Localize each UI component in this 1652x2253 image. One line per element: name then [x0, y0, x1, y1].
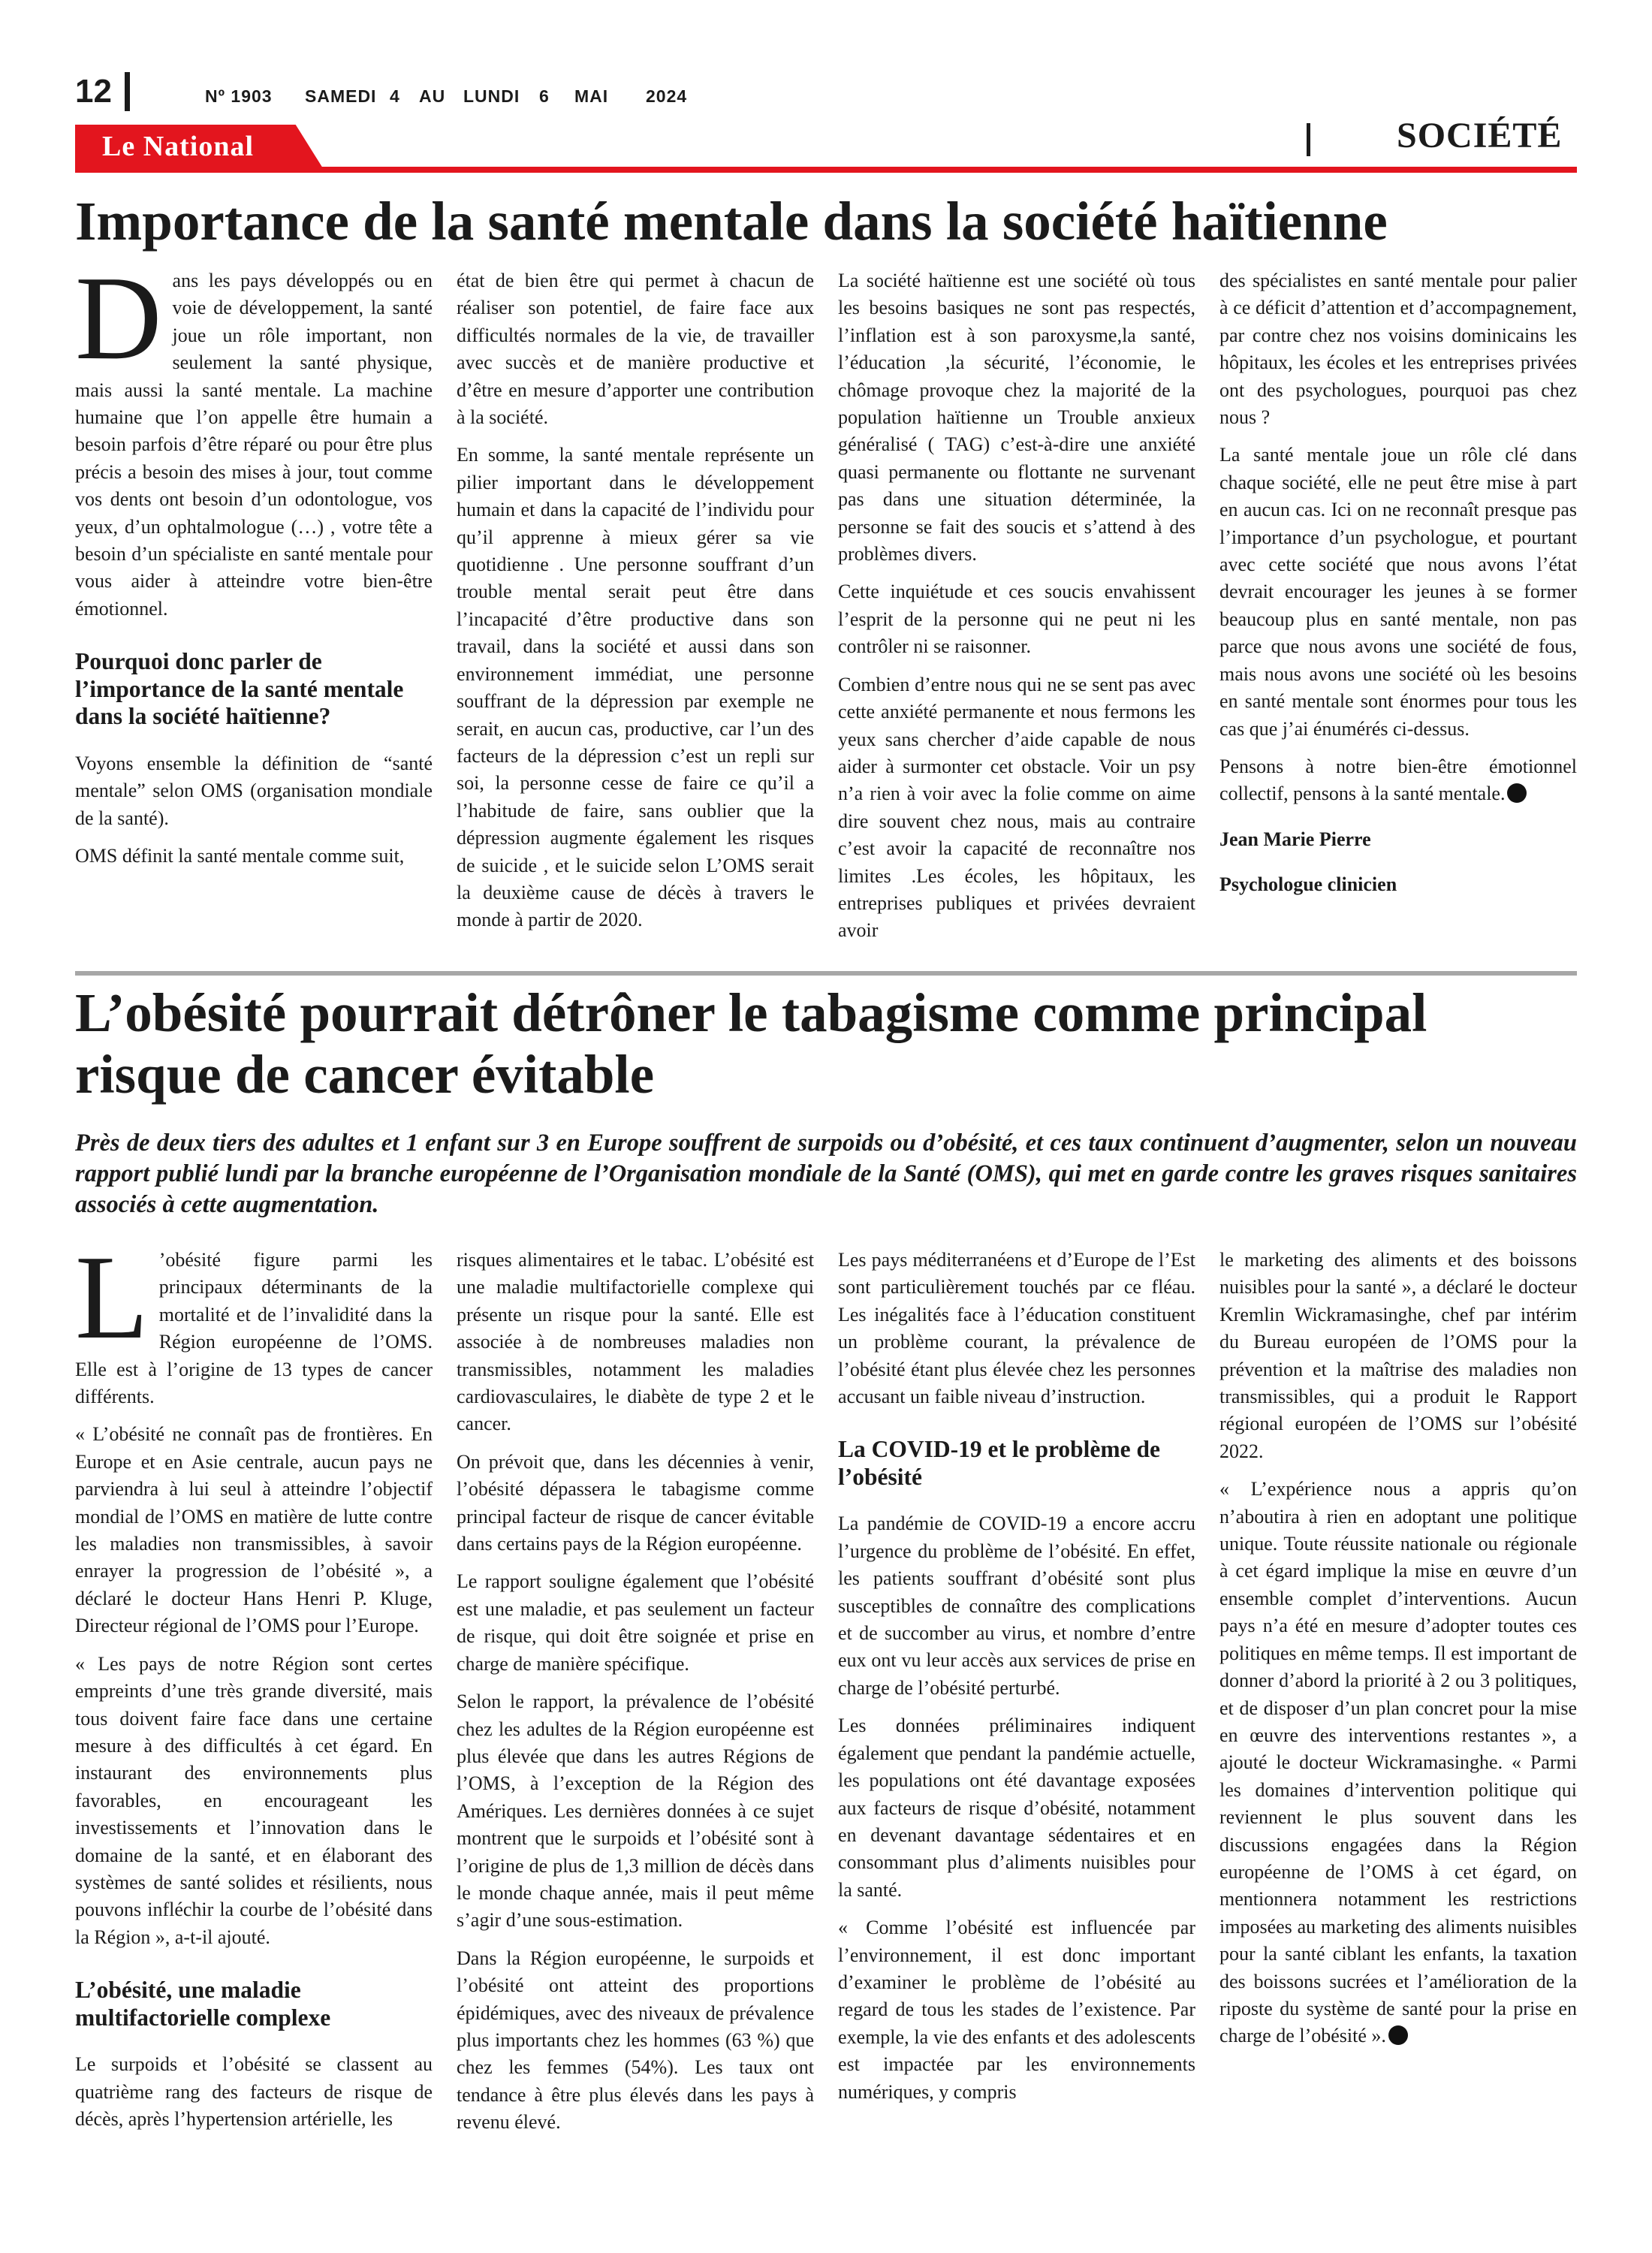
paragraph [838, 267, 1195, 568]
section-label: SOCIÉTÉ [1397, 116, 1563, 155]
dropcap-letter: D [75, 251, 162, 385]
paragraph-text: Cette inquiétude et ces soucis envahissent l’esprit de la personne qui ne peut ni les contrôler ni se raisonner. [838, 581, 1195, 658]
paragraph-text: OMS définit la santé mentale comme suit, [75, 845, 405, 867]
paragraph [838, 1712, 1195, 1904]
paragraph [457, 1568, 814, 1678]
paragraph [457, 1688, 814, 1935]
paragraph [838, 671, 1195, 945]
date-month: MAI [574, 86, 609, 106]
end-of-article-icon [1507, 783, 1527, 803]
article2-column-4 [1219, 1247, 1577, 2050]
paragraph-text: Les pays méditerranéens et d’Europe de l’Est sont particulièrement touchés par ce fléau. Les inégalités face à l’éducation constituent un problème courant, la prévalence de l’obésité étant plus élevée chez les personnes accusant un faible niveau d’instruction. [838, 1249, 1195, 1408]
brand-name: Le National [102, 131, 255, 162]
paragraph-text: des spécialistes en santé mentale pour palier à ce déficit d’attention et d’accompagnement, par contre chez nos voisins dominicains les hôpitaux, les écoles et les entreprises privées ont des psychologues, pourquoi pas chez nous ? [1219, 270, 1577, 429]
paragraph-text: Les données préliminaires indiquent également que pendant la pandémie actuelle, les populations ont été davantage exposées aux facteurs de risque d’obésité, notamment en devenant davantage sédentaires et en consommant plus d’aliments nuisibles pour la santé. [838, 1715, 1195, 1901]
paragraph [457, 442, 814, 933]
paragraph-text: La société haïtienne est une société où tous les besoins basiques ne sont pas respectés, l’inflation est à son paroxysme,la santé, l’éducation ,la sécurité, l’économie, le chômage provoque chez la majorité de la population haïtienne un Trouble anxieux généralisé ( TAG) c’est-à-dire une anxiété quasi permanente ou flottante ne survenant pas dans une situation déterminée, la personne se fait des soucis et s’attend à des problèmes divers. [838, 270, 1195, 566]
date-day-end: LUNDI [463, 86, 520, 106]
paragraph-text: Selon le rapport, la prévalence de l’obésité chez les adultes de la Région européenne est plus élevée que dans les autres Régions de l’OMS, à l’exception de la Région des Amériques. Les dernières données à ce sujet montrent que le surpoids et l’obésité sont à l’origine de plus de 1,3 million de décès dans le monde chaque année, mais il peut même s’agir d’une sous-estimation. [457, 1691, 814, 1932]
paragraph [75, 843, 433, 870]
article2-title: L’obésité pourrait détrôner le tabagisme comme principal risque de cancer évitable [75, 982, 1427, 1105]
article1-column-3 [838, 267, 1195, 945]
date-year: 2024 [646, 86, 688, 106]
paragraph [457, 1247, 814, 1438]
article1-column-2 [457, 267, 814, 934]
paragraph [75, 251, 433, 623]
author-name [1219, 826, 1577, 853]
article1-column-4 [1219, 267, 1577, 899]
paragraph-text: Combien d’entre nous qui ne se sent pas avec cette anxiété permanente et nous fermons les yeux sans chercher d’aide capable de nous aider à surmonter cet obstacle. Voir un psy n’a rien à voir avec la folie comme on aime dire souvent chez nous, mais au contraire c’est avoir la capacité de reconnaître nos limites .Les écoles, les hôpitaux, les entreprises publiques et privées devraient avoir [838, 673, 1195, 942]
subheading [838, 1436, 1195, 1491]
paragraph [838, 1510, 1195, 1702]
paragraph-text: risques alimentaires et le tabac. L’obésité est une maladie multifactorielle complexe qui présente un risque pour la santé. Elle est associée à de nombreuses maladies non transmissibles, notamment les maladies cardiovasculaires, le diabète de type 2 et le cancer. [457, 1249, 814, 1435]
paragraph-text: La COVID-19 et le problème de l’obésité [838, 1436, 1160, 1490]
paragraph-text: Pensons à notre bien-être émotionnel collectif, pensons à la santé mentale. [1219, 755, 1577, 805]
paragraph [75, 2051, 433, 2133]
paragraph-text: « L’expérience nous a appris qu’on n’aboutira à rien en adoptant une politique unique. Toute réussite nationale ou régionale à cet égard implique la mise en œuvre d’un ensemble complet d’interventions. Aucun pays n’a été en mesure d’adopter toutes ces politiques en même temps. Il est important de donner d’abord la priorité à 2 ou 3 politiques, et de disposer d’un plan concret pour la mise en œuvre des interventions restantes », a ajouté le docteur Wickramasinghe. « Parmi les domaines d’intervention politique qui reviennent le plus souvent dans les discussions engagées dans la Région européenne de l’OMS à cet égard, on mentionnera notamment les restrictions imposées au marketing des aliments nuisibles pour la santé ciblant les enfants, la taxation des boissons sucrées et l’amélioration de la riposte du système de santé pour la prise en charge de l’obésité ». [1219, 1478, 1577, 2047]
end-of-article-icon [1388, 2025, 1408, 2045]
paragraph-text: La santé mentale joue un rôle clé dans chaque société, elle ne peut être mise à part en aucun cas. Ici on ne reconnaît presque pas l’importance d’un psychologue, et pourtant avec cette société que nous avons l’état devrait encourager les jeunes à se former beaucoup plus en santé mentale, non pas parce que nous avons une société de fous, mais nous avons une société où les besoins en santé mentale sont énormes pour tous les cas que j’ai énumérés ci-dessus. [1219, 444, 1577, 740]
issue-number: Nº 1903 [205, 86, 273, 106]
dropcap-letter: L [75, 1230, 149, 1364]
paragraph-text: L’obésité, une maladie multifactorielle complexe [75, 1977, 331, 2031]
paragraph [75, 1421, 433, 1639]
paragraph-text: Jean Marie Pierre [1219, 828, 1371, 850]
date-au: AU [419, 86, 446, 106]
paragraph [75, 1230, 433, 1410]
paragraph [457, 267, 814, 431]
paragraph [1219, 1476, 1577, 2050]
paragraph [75, 1651, 433, 1951]
paragraph-text: En somme, la santé mentale représente un pilier important dans le développement humain et dans la capacité de l’individu pour qu’il apprenne à mieux gérer sa vie quotidienne . Une personne souffrant d’un trouble mental serait peut être dans l’incapacité d’être productive dans son travail, dans la société et aussi dans son environnement immédiat, une personne souffrant de la dépression par exemple ne serait, en aucun cas, productive, car l’un des facteurs de la dépression c’est un repli sur soi, la personne cesse de faire ce qu’il a l’habitude de faire, sans oublier que la dépression augmente également les risques de suicide , et le suicide selon L’OMS serait la deuxième cause de décès à travers le monde à partir de 2020. [457, 444, 814, 931]
paragraph-text: Le surpoids et l’obésité se classent au quatrième rang des facteurs de risque de décès, après l’hypertension artérielle, les [75, 2053, 433, 2130]
paragraph [838, 1914, 1195, 2106]
paragraph-text: On prévoit que, dans les décennies à venir, l’obésité dépassera le tabagisme comme principal facteur de risque de cancer évitable dans certains pays de la Région européenne. [457, 1450, 814, 1555]
header-red-rule [75, 167, 1577, 173]
section-divider [1307, 123, 1310, 156]
date-day-start: SAMEDI [305, 86, 377, 106]
paragraph-text: Pourquoi donc parler de l’importance de la santé mentale dans la société haïtienne? [75, 648, 404, 730]
subheading [75, 1977, 433, 2031]
date-num-end: 6 [539, 86, 550, 106]
paragraph-text: La pandémie de COVID-19 a encore accru l’urgence du problème de l’obésité. En effet, les patients souffrant d’obésité sont plus susceptibles de connaître des complications et de succomber au virus, et nombre d’entre eux ont vu leur accès aux services de prise en charge de l’obésité perturbé. [838, 1513, 1195, 1699]
paragraph-text: Le rapport souligne également que l’obésité est une maladie, et pas seulement un facteur de risque, qui doit être soignée et prise en charge de manière spécifique. [457, 1570, 814, 1675]
paragraph-text: ’obésité figure parmi les principaux déterminants de la mortalité et de l’invalidité dans la Région européenne de l’OMS. Elle est à l’origine de 13 types de cancer différents. [75, 1249, 433, 1408]
article2-column-1 [75, 1230, 433, 2133]
paragraph [1219, 753, 1577, 808]
page-number: 12 [75, 73, 112, 110]
author-title [1219, 871, 1577, 898]
paragraph-text: « L’obésité ne connaît pas de frontières. En Europe et en Asie centrale, aucun pays ne parviendra à lui seul à atteindre l’objectif mondial de l’OMS en matière de lutte contre les maladies non transmissibles, à savoir enrayer la progression de l’obésité », a déclaré le docteur Hans Henri P. Kluge, Directeur régional de l’OMS pour l’Europe. [75, 1423, 433, 1637]
paragraph-text: « Les pays de notre Région sont certes empreints d’une très grande diversité, mais tous doivent faire face dans une certaine mesure à des difficultés à cet égard. En instaurant des environnements plus favorables, en encourageant les investissements et l’innovation dans le domaine de la santé, et en élaborant des systèmes de santé solides et résilients, nous pouvons infléchir la courbe de l’obésité dans la Région », a-t-il ajouté. [75, 1652, 433, 1948]
paragraph [75, 750, 433, 832]
paragraph [457, 1945, 814, 2137]
article1-column-1 [75, 251, 433, 870]
article2-column-3 [838, 1247, 1195, 2106]
paragraph [457, 1449, 814, 1558]
paragraph-text: état de bien être qui permet à chacun de réaliser son potentiel, de faire face aux difficultés normales de la vie, de travailler avec succès et de manière productive et d’être en mesure d’apporter une contribution à la société. [457, 270, 814, 429]
article2-column-2 [457, 1247, 814, 2137]
subheading [75, 648, 433, 731]
paragraph-text: ans les pays développés ou en voie de développement, la santé joue un rôle important, non seulement la santé physique, mais aussi la santé mentale. La machine humaine que l’on appelle être humain a besoin parfois d’être réparé ou pour être plus précis a besoin des mises à jour, tout comme vos dents ont besoin d’un odontologue, vos yeux, d’un ophtalmologue (…) , votre tête a besoin d’un spécialiste en santé mentale pour vous aider à atteindre votre bien-être émotionnel. [75, 270, 433, 620]
paragraph-text: Psychologue clinicien [1219, 873, 1397, 896]
paragraph-text: Dans la Région européenne, le surpoids et l’obésité ont atteint des proportions épidémiques, avec des niveaux de prévalence plus importants chez les hommes (63 %) que chez les femmes (54%). Les taux ont tendance à être plus élevés dans les pays à revenu élevé. [457, 1947, 814, 2134]
paragraph [1219, 267, 1577, 431]
paragraph-text: le marketing des aliments et des boissons nuisibles pour la santé », a déclaré le docteur Kremlin Wickramasinghe, chef par intérim du Bureau européen de l’OMS pour la prévention et la maîtrise des maladies non transmissibles, qui a produit le Rapport régional européen de l’OMS sur l’obésité 2022. [1219, 1249, 1577, 1462]
paragraph-text: Voyons ensemble la définition de “santé mentale” selon OMS (organisation mondiale de la santé). [75, 752, 433, 829]
paragraph [838, 578, 1195, 660]
paragraph [1219, 442, 1577, 742]
article2-lede: Près de deux tiers des adultes et 1 enfant sur 3 en Europe souffrent de surpoids ou d’obésité, et ces taux continuent d’augmenter, selon un nouveau rapport publié lundi par la branche européenne de l’Organisation mondiale de la Santé (OMS), qui met en garde contre les graves risques sanitaires associés à cette augmentation. [75, 1130, 1577, 1218]
page-number-divider [125, 72, 130, 111]
paragraph [838, 1247, 1195, 1410]
article-separator [75, 971, 1577, 976]
paragraph-text: « Comme l’obésité est influencée par l’environnement, il est donc important d’examiner le problème de l’obésité au regard de tous les stades de l’existence. Par exemple, la vie des enfants et des adolescents est impactée par les environnements numériques, y compris [838, 1917, 1195, 2103]
article1-title: Importance de la santé mentale dans la société haïtienne [75, 191, 1388, 252]
date-num-start: 4 [390, 86, 400, 106]
paragraph [1219, 1247, 1577, 1465]
